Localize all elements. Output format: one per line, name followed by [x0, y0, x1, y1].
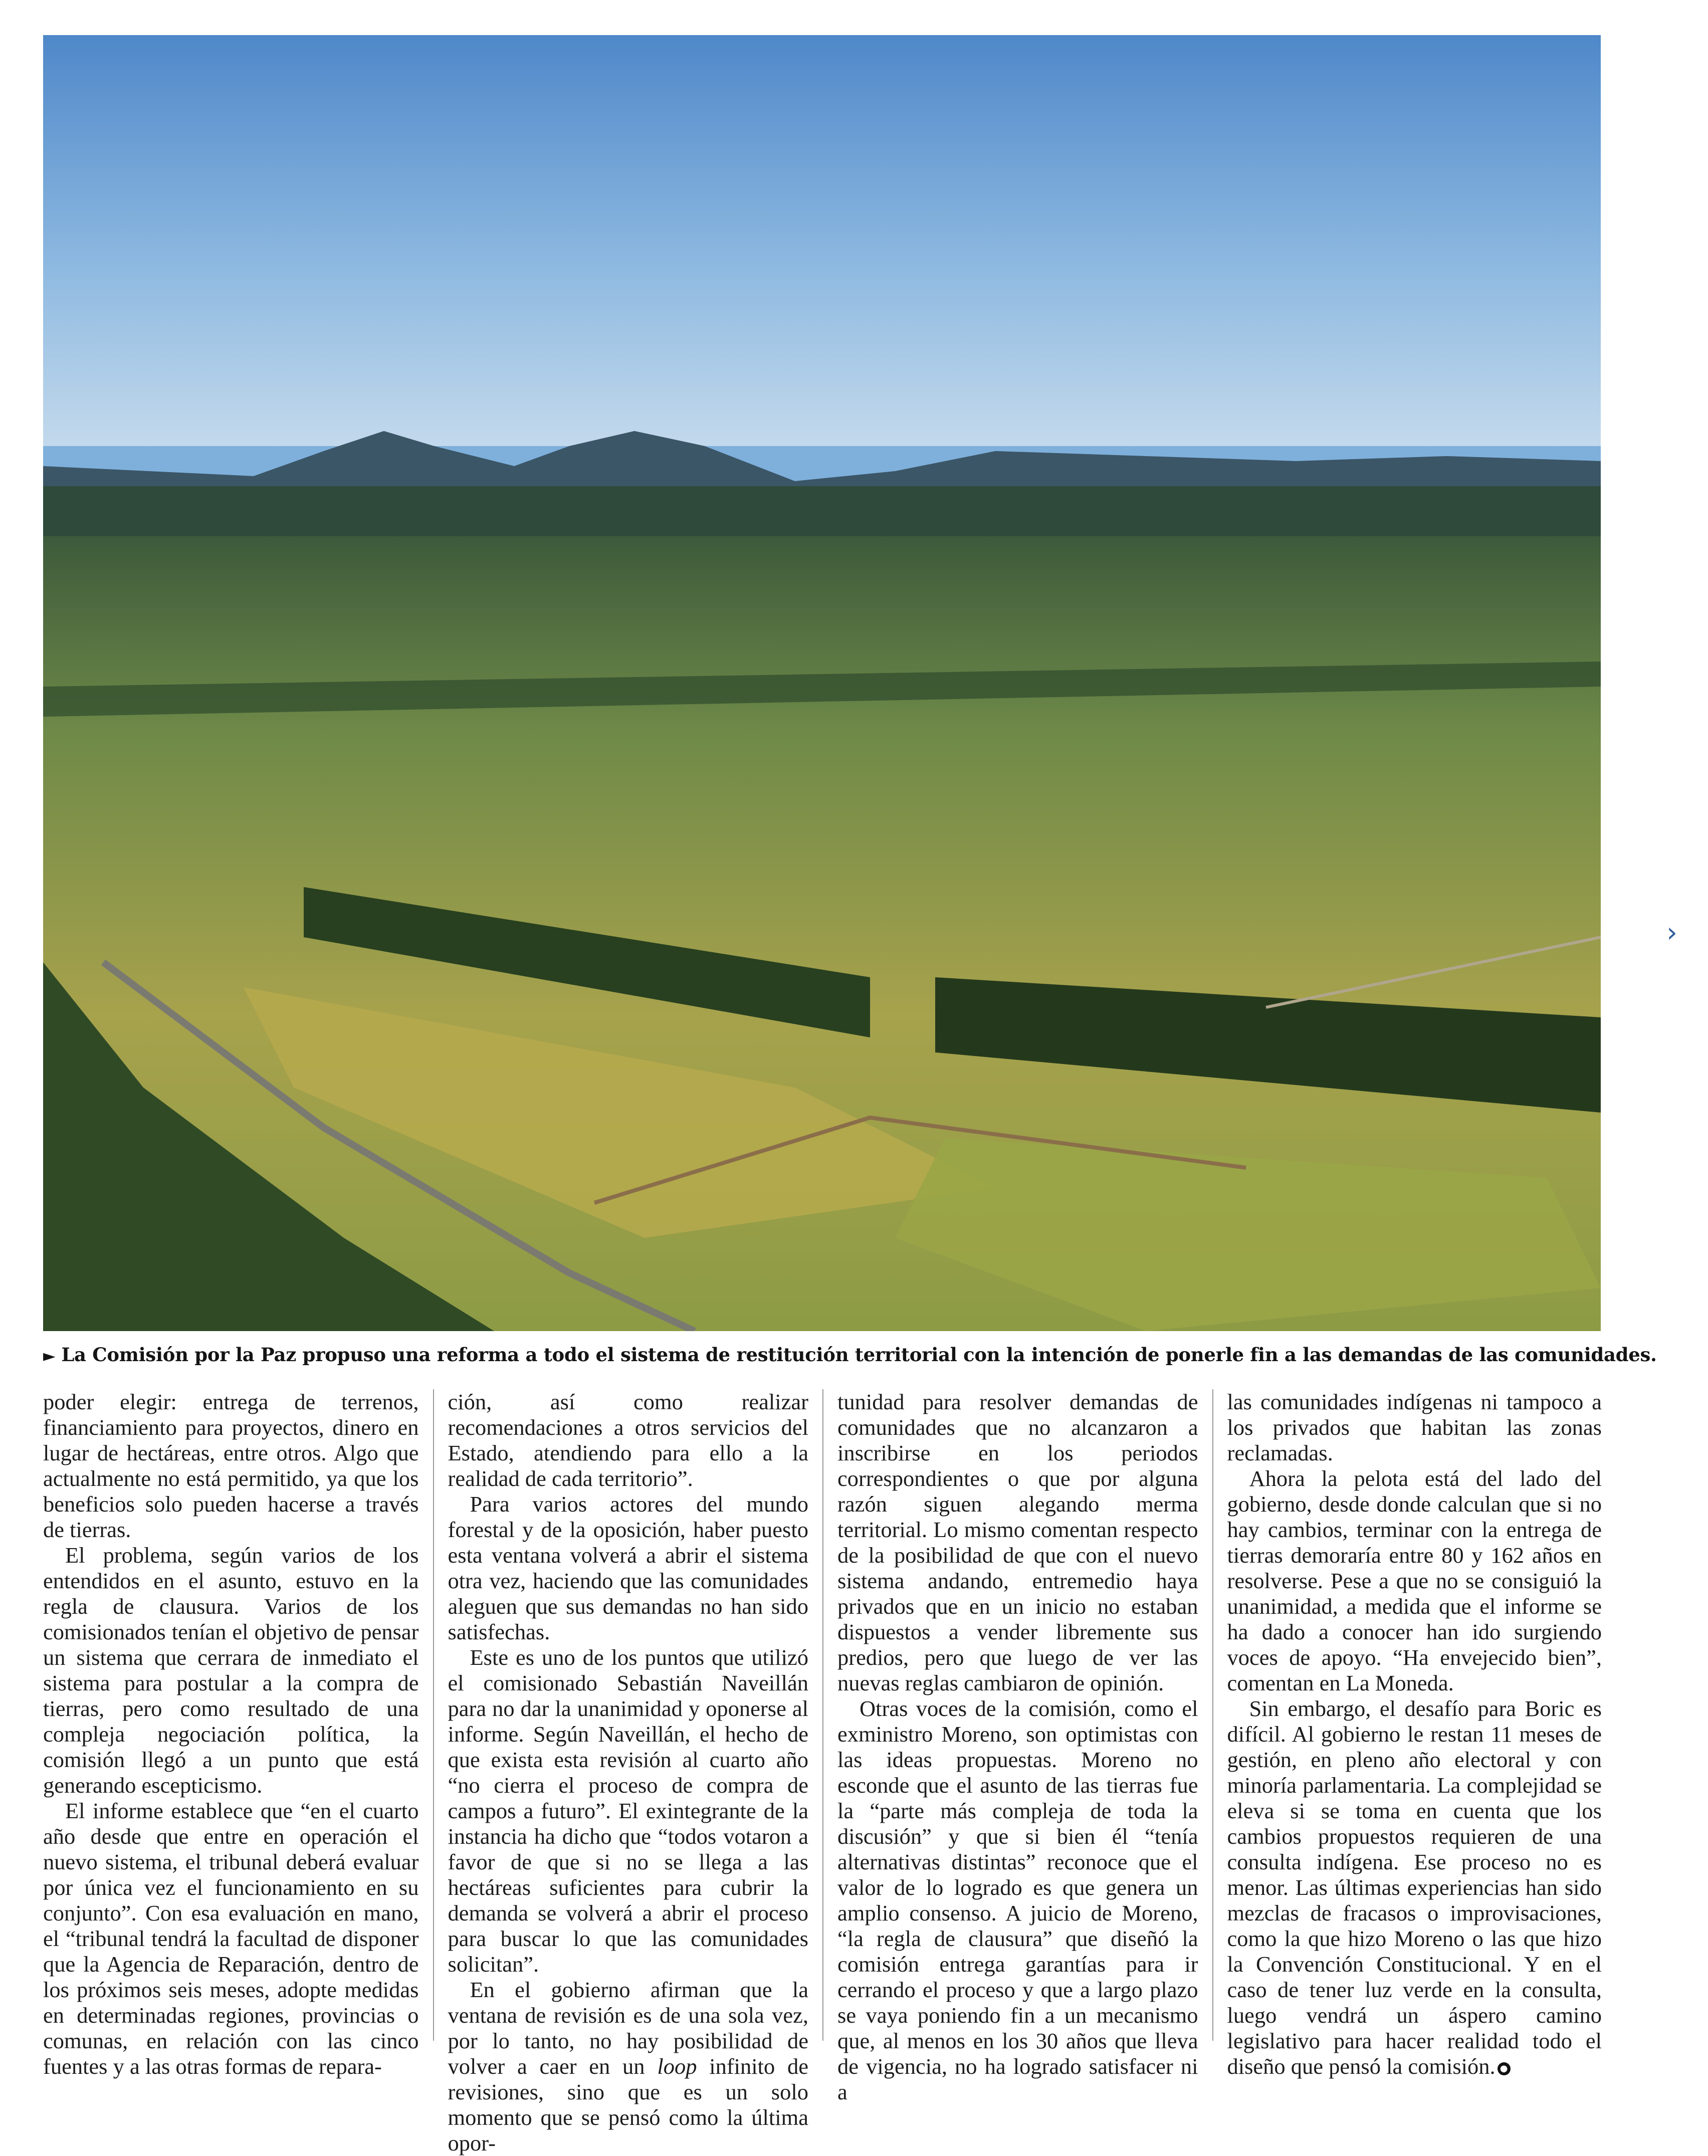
paragraph: El informe establece que “en el cuarto año desde que entre en operación el nuevo sistema, el tribunal deberá evaluar por única vez el funcionamiento en su conjunto”. Con esa evaluación en mano, el “tribunal tendrá la facultad de disponer que la Agencia de Reparación, dentro de los próximos seis meses, adopte medidas en determinadas regiones, provincias o comunas, en relación con las cinco fuentes y a las otras formas de repara- — [43, 1798, 419, 2079]
paragraph-text: En el gobierno afirman que la ventana de revisión es de una sola vez, por lo tanto, no hay posibilidad de volver a caer en un — [448, 1977, 808, 2079]
paragraph: tunidad para resolver demandas de comunidades que no alcanzaron a inscribirse en los periodos correspondientes o que por alguna razón siguen alegando merma territorial. Lo mismo comentan respecto de la posibilidad de que con el nuevo sistema andando, entremedio haya privados que en un inicio no estaban dispuestos a vender libremente sus predios, pero que luego de ver las nuevas reglas cambiaron de opinión. — [837, 1389, 1198, 1695]
paragraph-text: Sin embargo, el desafío para Boric es difícil. Al gobierno le restan 11 meses de gestión, en pleno año electoral y con minoría parlamentaria. La complejidad se eleva si se toma en cuenta que los cambios propuestos requieren de una consulta indígena. Ese proceso no es menor. Las últimas experiencias han sido mezclas de fracasos o improvisaciones, como la que hizo Moreno o las que hizo la Convención Constitucional. Y en el caso de tener luz verde en la consulta, luego vendrá un áspero camino legislativo para hacer realidad todo el diseño que pensó la comisión. — [1227, 1696, 1602, 2079]
article-column-4 — [1212, 1389, 1602, 2079]
article-column-2 — [433, 1389, 823, 2155]
end-of-article-icon: ● — [1498, 2062, 1511, 2075]
paragraph: las comunidades indígenas ni tampoco a los privados que habitan las zonas reclamadas. — [1227, 1389, 1602, 1465]
paragraph: El problema, según varios de los entendidos en el asunto, estuvo en la regla de clausura. Varios de los comisionados tenían el objetivo de pensar un sistema que cerrara de inmediato el sistema para postular a la compra de tierras, pero como resultado de una compleja negociación política, la comisión llegó a un punto que está generando escepticismo. — [43, 1543, 419, 1798]
article-column-3 — [822, 1389, 1212, 2104]
paragraph: Este es uno de los puntos que utilizó el comisionado Sebastián Naveillán para no dar la unanimidad y oponerse al informe. Según Naveillán, el hecho de que exista esta revisión al cuarto año “no cierra el proceso de compra de campos a futuro”. El exintegrante de la instancia ha dicho que “todos votaron a favor de que si no se llega a las hectáreas suficientes para cubrir la demanda se volverá a abrir el proceso para buscar lo que las comunidades solicitan”. — [448, 1645, 808, 1977]
paragraph: Para varios actores del mundo forestal y de la oposición, haber puesto esta ventana volverá a abrir el sistema otra vez, haciendo que las comunidades aleguen que sus demandas no han sido satisfechas. — [448, 1491, 808, 1644]
aerial-landscape-photo — [43, 35, 1601, 1331]
caption-marker-icon: ► — [43, 1346, 56, 1365]
emphasis-text: loop — [657, 2054, 697, 2079]
paragraph-text: infinito de revisiones, sino que es un solo momento que se pensó como la última opor- — [448, 2054, 808, 2155]
paragraph — [448, 1977, 809, 2156]
chevron-right-icon[interactable]: › — [1666, 916, 1677, 948]
article-photo — [43, 35, 1601, 1331]
paragraph: ción, así como realizar recomendaciones a otros servicios del Estado, atendiendo para ello a la realidad de cada territorio”. — [448, 1389, 808, 1491]
paragraph — [1227, 1696, 1602, 2079]
paragraph: Ahora la pelota está del lado del gobierno, desde donde calculan que si no hay cambios, terminar con la entrega de tierras demoraría entre 80 y 162 años en resolverse. Pese a que no se consiguió la unanimidad, a medida que el informe se ha dado a conocer han ido surgiendo voces de apoyo. “Ha envejecido bien”, comentan en La Moneda. — [1227, 1466, 1602, 1695]
article-body — [43, 1389, 1602, 2155]
paragraph: Otras voces de la comisión, como el exministro Moreno, son optimistas con las ideas propuestas. Moreno no esconde que el asunto de las tierras fue la “parte más compleja de toda la discusión” y que si bien él “tenía alternativas distintas” reconoce que el valor de lo logrado es que genera un amplio consenso. A juicio de Moreno, “la regla de clausura” que diseñó la comisión entrega garantías para ir cerrando el proceso y que a largo plazo se vaya poniendo fin a un mecanismo que, al menos en los 30 años que lleva de vigencia, no ha logrado satisfacer ni a — [837, 1696, 1198, 2104]
photo-caption — [43, 1341, 1657, 1369]
article-column-1 — [43, 1389, 433, 2079]
caption-text: La Comisión por la Paz propuso una reforma a todo el sistema de restitución territorial con la intención de ponerle fin a las demandas de las comunidades. — [61, 1344, 1657, 1366]
paragraph: poder elegir: entrega de terrenos, financiamiento para proyectos, dinero en lugar de hectáreas, entre otros. Algo que actualmente no está permitido, ya que los beneficios solo pueden hacerse a través de tierras. — [43, 1389, 419, 1542]
